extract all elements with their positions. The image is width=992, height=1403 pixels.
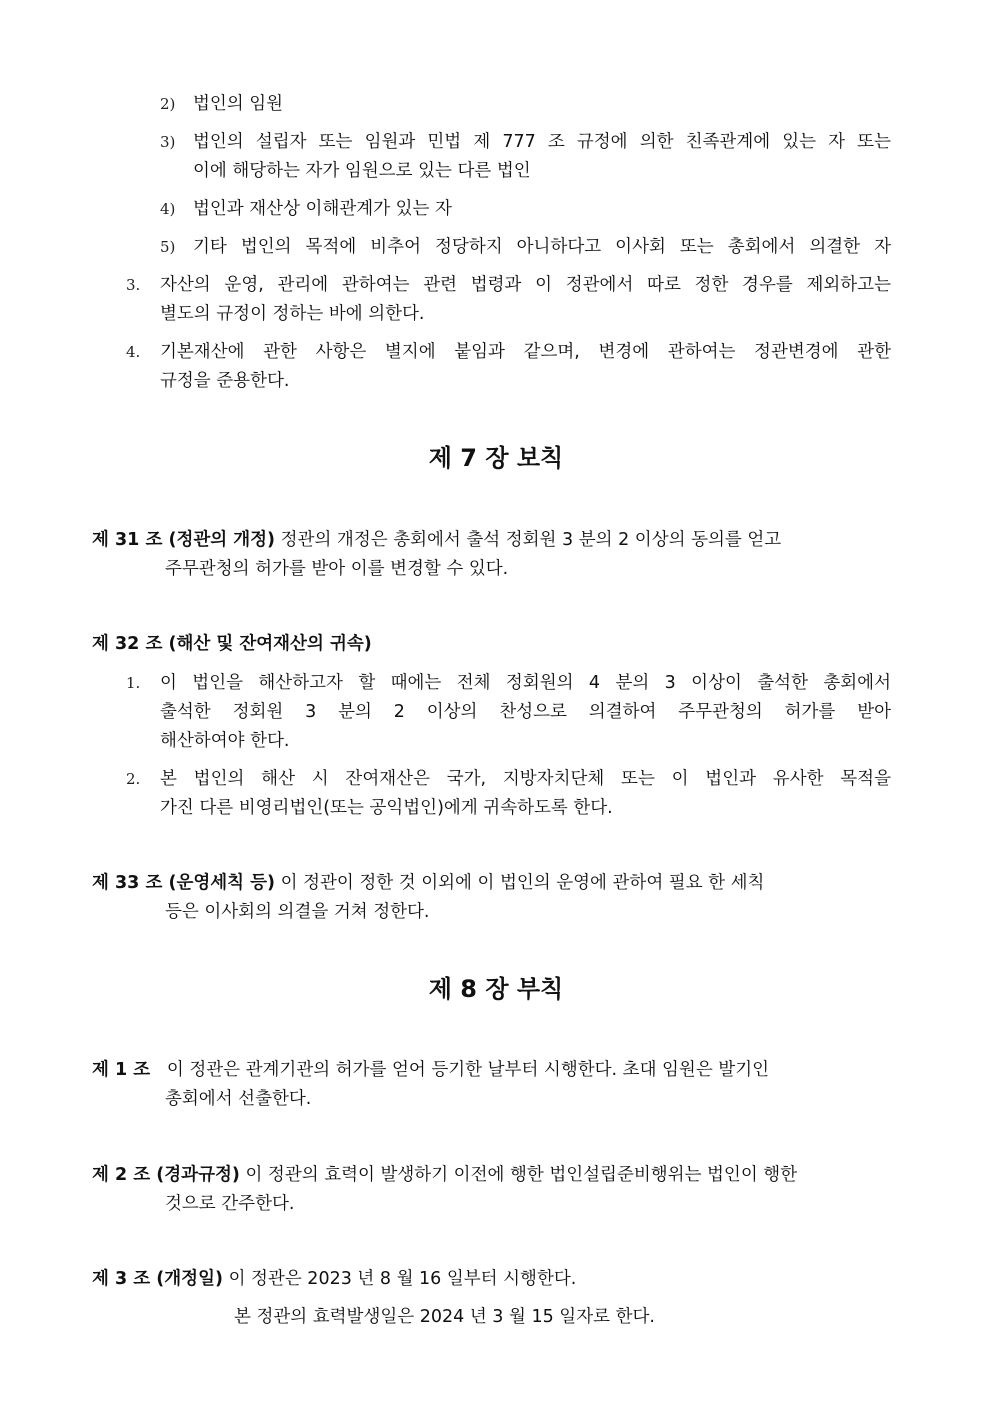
supplementary-1	[92, 1058, 769, 1082]
sub-item-text: 기타 법인의 목적에 비추어 정당하지 아니하다고 이사회 또는 총회에서 의결한 자	[193, 237, 891, 257]
item-text: 본 법인의 해산 시 잔여재산은 국가, 지방자치단체 또는 이 법인과 유사한 목적을	[160, 769, 891, 789]
article-text: 등은 이사회의 의결을 거쳐 정한다.	[165, 902, 430, 922]
sub-item-text: 법인과 재산상 이해관계가 있는 자	[193, 199, 452, 219]
item-text: 규정을 준용한다.	[160, 371, 290, 391]
article-text: 정관의 개정은 총회에서 출석 정회원 3 분의 2 이상의 동의를 얻고	[280, 530, 782, 550]
item-text: 이 법인을 해산하고자 할 때에는 전체 정회원의 4 분의 3 이상이 출석한 총회에서	[160, 673, 891, 693]
chapter-title: 제 8 장 부칙	[428, 975, 564, 1003]
item-number: 3.	[126, 276, 141, 294]
sub-item-number: 3)	[160, 133, 176, 151]
article-33	[92, 871, 764, 895]
article-heading: 제 33 조 (운영세칙 등)	[92, 873, 276, 893]
item-text: 해산하여야 한다.	[160, 731, 290, 751]
article-heading: 제 3 조 (개정일)	[92, 1269, 223, 1289]
article-text: 총회에서 선출한다.	[165, 1089, 312, 1109]
item-number: 2.	[126, 770, 141, 788]
sub-item-number: 4)	[160, 200, 176, 218]
item-text: 가진 다른 비영리법인(또는 공익법인)에게 귀속하도록 한다.	[160, 798, 613, 818]
article-text: 이 정관은 관계기관의 허가를 얻어 등기한 날부터 시행한다. 초대 임원은 발기인	[166, 1060, 770, 1080]
article-32	[92, 632, 372, 656]
supplementary-3	[92, 1267, 576, 1291]
article-text: 것으로 간주한다.	[165, 1194, 295, 1214]
supplementary-2	[92, 1163, 797, 1187]
article-heading: 제 1 조	[92, 1060, 151, 1080]
chapter-title: 제 7 장 보칙	[428, 444, 564, 472]
sub-item-number: 5)	[160, 238, 176, 256]
article-text: 이 정관은 2023 년 8 월 16 일부터 시행한다.	[228, 1269, 577, 1289]
sub-item-text: 법인의 임원	[193, 94, 284, 114]
article-text: 이 정관이 정한 것 이외에 이 법인의 운영에 관하여 필요 한 세칙	[280, 873, 765, 893]
article-heading: 제 2 조 (경과규정)	[92, 1165, 240, 1185]
article-31	[92, 528, 781, 552]
sub-item-text: 법인의 설립자 또는 임원과 민법 제 777 조 규정에 의한 친족관계에 있는 자 또는	[193, 132, 891, 152]
item-number: 1.	[126, 674, 141, 692]
item-number: 4.	[126, 343, 141, 361]
article-text: 본 정관의 효력발생일은 2024 년 3 월 15 일자로 한다.	[234, 1307, 655, 1327]
article-text: 주무관청의 허가를 받아 이를 변경할 수 있다.	[165, 559, 509, 579]
item-text: 기본재산에 관한 사항은 별지에 붙임과 같으며, 변경에 관하여는 정관변경에 관한	[160, 342, 891, 362]
sub-item-number: 2)	[160, 95, 176, 113]
article-text: 이 정관의 효력이 발생하기 이전에 행한 법인설립준비행위는 법인이 행한	[245, 1165, 798, 1185]
item-text: 자산의 운영, 관리에 관하여는 관련 법령과 이 정관에서 따로 정한 경우를 제외하고는	[160, 275, 891, 295]
article-heading: 제 31 조 (정관의 개정)	[92, 530, 276, 550]
item-text: 출석한 정회원 3 분의 2 이상의 찬성으로 의결하여 주무관청의 허가를 받아	[160, 702, 891, 722]
sub-item-text: 이에 해당하는 자가 임원으로 있는 다른 법인	[193, 161, 531, 181]
article-heading: 제 32 조 (해산 및 잔여재산의 귀속)	[92, 634, 372, 654]
item-text: 별도의 규정이 정하는 바에 의한다.	[160, 304, 425, 324]
